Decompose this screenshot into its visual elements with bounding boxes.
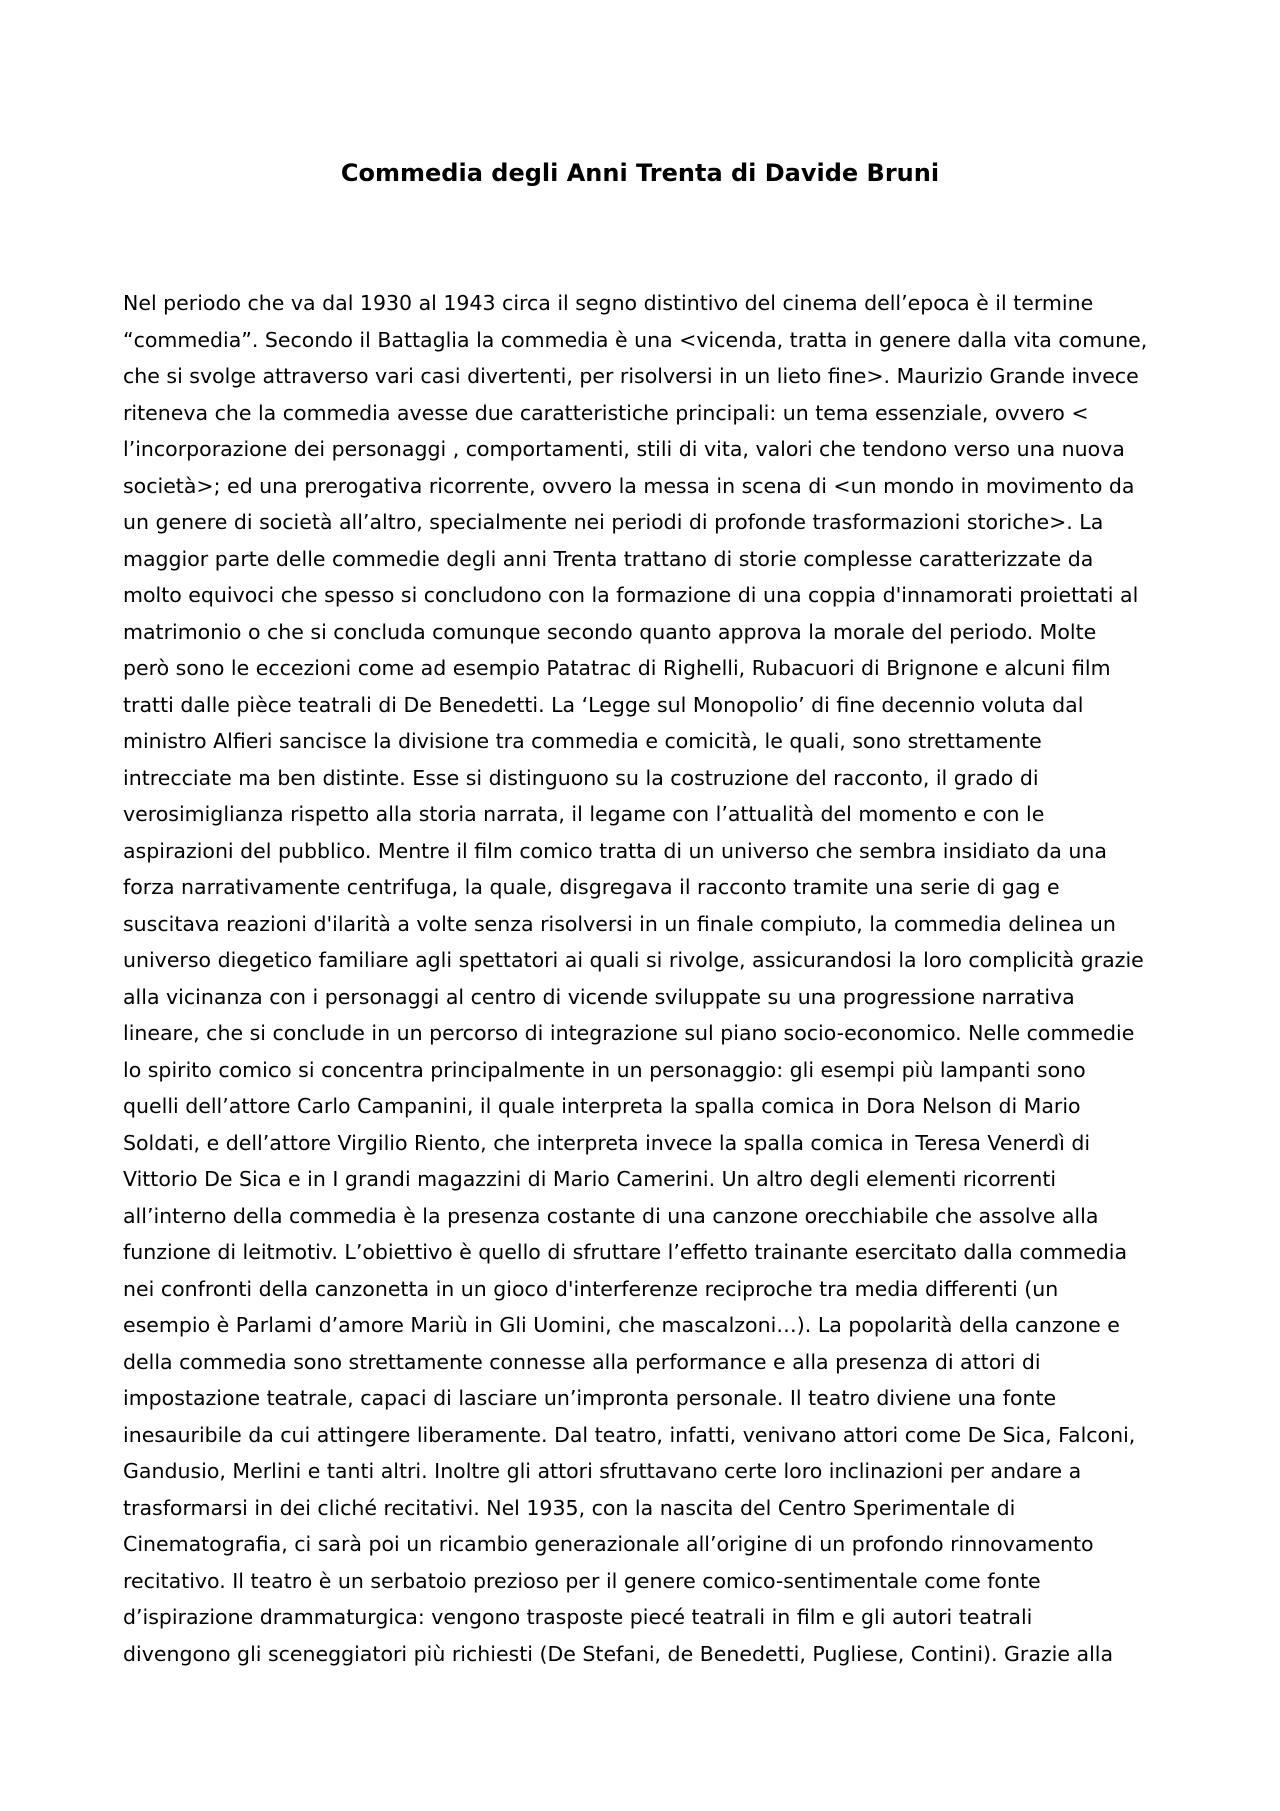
body-line: della commedia sono strettamente connesse alla performance e alla presenza di attori di [123, 1349, 1041, 1374]
document-title: Commedia degli Anni Trenta di Davide Bruni [340, 159, 940, 187]
body-line: aspirazioni del pubblico. Mentre il film comico tratta di un universo che sembra insidiato da una [123, 838, 1107, 863]
body-line: intrecciate ma ben distinte. Esse si distinguono su la costruzione del racconto, il grado di [123, 765, 1039, 790]
body-line: lineare, che si conclude in un percorso di integrazione sul piano socio-economico. Nelle commedie [123, 1021, 1135, 1045]
body-line: riteneva che la commedia avesse due caratteristiche principali: un tema essenziale, ovvero < [123, 400, 1089, 425]
body-line: esempio è Parlami d’amore Mariù in Gli Uomini, che mascalzoni…). La popolarità della canzone e [123, 1313, 1120, 1337]
body-line: quelli dell’attore Carlo Campanini, il quale interpreta la spalla comica in Dora Nelson di Mario [123, 1094, 1081, 1118]
body-line: “commedia”. Secondo il Battaglia la commedia è una <vicenda, tratta in genere dalla vita comune, [123, 327, 1148, 352]
body-line: suscitava reazioni d'ilarità a volte senza risolversi in un finale compiuto, la commedia delinea un [123, 911, 1116, 936]
body-line: Soldati, e dell’attore Virgilio Riento, che interpreta invece la spalla comica in Teresa Venerdì di [123, 1130, 1091, 1155]
body-line: trasformarsi in dei cliché recitativi. Nel 1935, con la nascita del Centro Sperimentale di [123, 1495, 1016, 1520]
body-line: inesauribile da cui attingere liberamente. Dal teatro, infatti, venivano attori come De Sica, Falconi, [123, 1422, 1136, 1447]
body-line: tratti dalle pièce teatrali di De Benedetti. La ‘Legge sul Monopolio’ di fine decennio voluta dal [123, 692, 1084, 717]
body-line: un genere di società all’altro, specialmente nei periodi di profonde trasformazioni storiche>. La [123, 510, 1104, 534]
body-line: verosimiglianza rispetto alla storia narrata, il legame con l’attualità del momento e con le [123, 802, 1045, 826]
body-line: lo spirito comico si concentra principalmente in un personaggio: gli esempi più lampanti sono [123, 1057, 1086, 1082]
document-body [123, 285, 1173, 1672]
body-line: maggior parte delle commedie degli anni Trenta trattano di storie complesse caratterizzate da [123, 546, 1094, 571]
body-line: d’ispirazione drammaturgica: vengono trasposte piecé teatrali in film e gli autori teatrali [123, 1605, 1033, 1629]
body-line: nei confronti della canzonetta in un gioco d'interferenze reciproche tra media differenti (un [123, 1276, 1059, 1301]
body-line: matrimonio o che si concluda comunque secondo quanto approva la morale del periodo. Molte [123, 619, 1097, 644]
body-line: Cinematografia, ci sarà poi un ricambio generazionale all’origine di un profondo rinnovamento [123, 1532, 1094, 1556]
body-line: forza narrativamente centrifuga, la quale, disgregava il racconto tramite una serie di gag e [123, 875, 1060, 899]
body-line: recitativo. Il teatro è un serbatoio prezioso per il genere comico-sentimentale come fonte [123, 1568, 1041, 1593]
body-line: all’interno della commedia è la presenza costante di una canzone orecchiabile che assolve alla [123, 1203, 1099, 1228]
body-line: l’incorporazione dei personaggi , comportamenti, stili di vita, valori che tendono verso una nuova [123, 437, 1125, 461]
body-line: alla vicinanza con i personaggi al centro di vicende sviluppate su una progressione narrativa [123, 984, 1075, 1009]
body-line: universo diegetico familiare agli spettatori ai quali si rivolge, assicurandosi la loro complicità grazie [123, 948, 1144, 972]
body-line: molto equivoci che spesso si concludono con la formazione di una coppia d'innamorati proiettati al [123, 583, 1139, 607]
body-line: Nel periodo che va dal 1930 al 1943 circa il segno distintivo del cinema dell’epoca è il termine [123, 291, 1094, 315]
body-line: divengono gli sceneggiatori più richiesti (De Stefani, de Benedetti, Pugliese, Contini). Grazie alla [123, 1641, 1114, 1666]
body-line: ministro Alfieri sancisce la divisione tra commedia e comicità, le quali, sono strettamente [123, 729, 1042, 753]
body-line: Vittorio De Sica e in I grandi magazzini di Mario Camerini. Un altro degli elementi ricorrenti [123, 1167, 1057, 1191]
body-line: Gandusio, Merlini e tanti altri. Inoltre gli attori sfruttavano certe loro inclinazioni per andare a [123, 1459, 1082, 1483]
body-line: però sono le eccezioni come ad esempio Patatrac di Righelli, Rubacuori di Brignone e alcuni film [123, 656, 1111, 680]
body-line: società>; ed una prerogativa ricorrente, ovvero la messa in scena di <un mondo in movimento da [123, 473, 1135, 498]
body-line: che si svolge attraverso vari casi divertenti, per risolversi in un lieto fine>. Maurizio Grande invece [123, 364, 1139, 388]
body-line: funzione di leitmotiv. L’obiettivo è quello di sfruttare l’effetto trainante esercitato dalla commedia [123, 1240, 1128, 1264]
body-line: impostazione teatrale, capaci di lasciare un’impronta personale. Il teatro diviene una fonte [123, 1386, 1057, 1410]
